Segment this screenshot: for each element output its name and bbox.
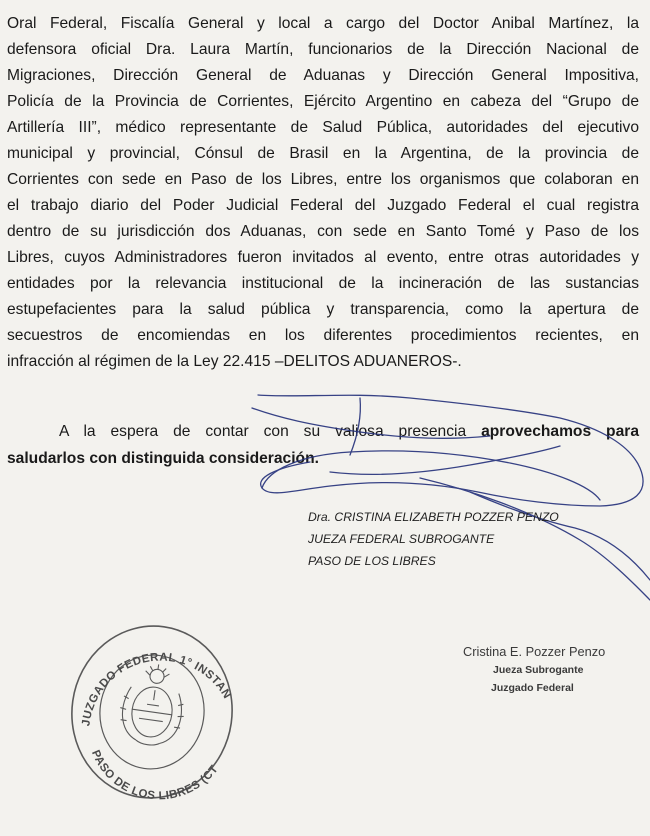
body-line: defensora oficial Dra. Laura Martín, funcionarios de la Dirección Nacional de: [7, 41, 639, 58]
body-line: Oral Federal, Fiscalía General y local a cargo del Doctor Anibal Martínez, la: [7, 15, 639, 32]
signatory-title: JUEZA FEDERAL SUBROGANTE: [308, 532, 495, 546]
closing-normal: A la espera de contar con su valiosa presencia: [59, 423, 482, 440]
body-line: Artillería III”, médico representante de Salud Pública, autoridades del ejecutivo: [7, 119, 639, 136]
closing-bold-1: aprovechamos para: [481, 423, 639, 440]
coat-of-arms-icon: [116, 660, 191, 749]
body-line: estupefacientes para la salud pública y transparencia, como la apertura de: [7, 301, 639, 318]
seal-top-text: JUZGADO FEDERAL 1° INSTANCIA: [80, 651, 233, 727]
body-line: dentro de su jurisdicción dos Aduanas, con sede en Santo Tomé y Paso de los: [7, 223, 639, 240]
body-line: municipal y provincial, Cónsul de Brasil en la Argentina, de la provincia de: [7, 145, 639, 162]
body-line: el trabajo diario del Poder Judicial Federal del Juzgado Federal el cual registra: [7, 197, 639, 214]
signatory-name: Dra. CRISTINA ELIZABETH POZZER PENZO: [308, 510, 559, 524]
body-line: Migraciones, Dirección General de Aduanas y Dirección General Impositiva,: [7, 67, 639, 84]
body-line: Policía de la Provincia de Corrientes, Ejército Argentino en cabeza del “Grupo de: [7, 93, 639, 110]
signature-stamp: [463, 643, 623, 697]
body-line: Libres, cuyos Administradores fueron invitados al evento, entre otras autoridades y: [7, 249, 639, 266]
stamp-role: Jueza Subrogante: [493, 664, 584, 676]
stamp-org: Juzgado Federal: [491, 682, 574, 694]
body-line: entidades por la relevancia institucional de la incineración de las sustancias: [7, 275, 639, 292]
closing-bold-2: saludarlos con distinguida consideración.: [7, 450, 319, 467]
body-line: Corrientes con sede en Paso de los Libres, entre los organismos que colaboran en: [7, 171, 639, 188]
body-line: secuestros de encomiendas en los diferentes procedimientos recientes, en: [7, 327, 639, 344]
signatory-place: PASO DE LOS LIBRES: [308, 554, 436, 568]
body-line: infracción al régimen de la Ley 22.415 –DELITOS ADUANEROS-.: [7, 353, 462, 370]
stamp-name: Cristina E. Pozzer Penzo: [463, 644, 606, 659]
seal-bottom-text: PASO DE LOS LIBRES (CTES.): [88, 748, 221, 803]
